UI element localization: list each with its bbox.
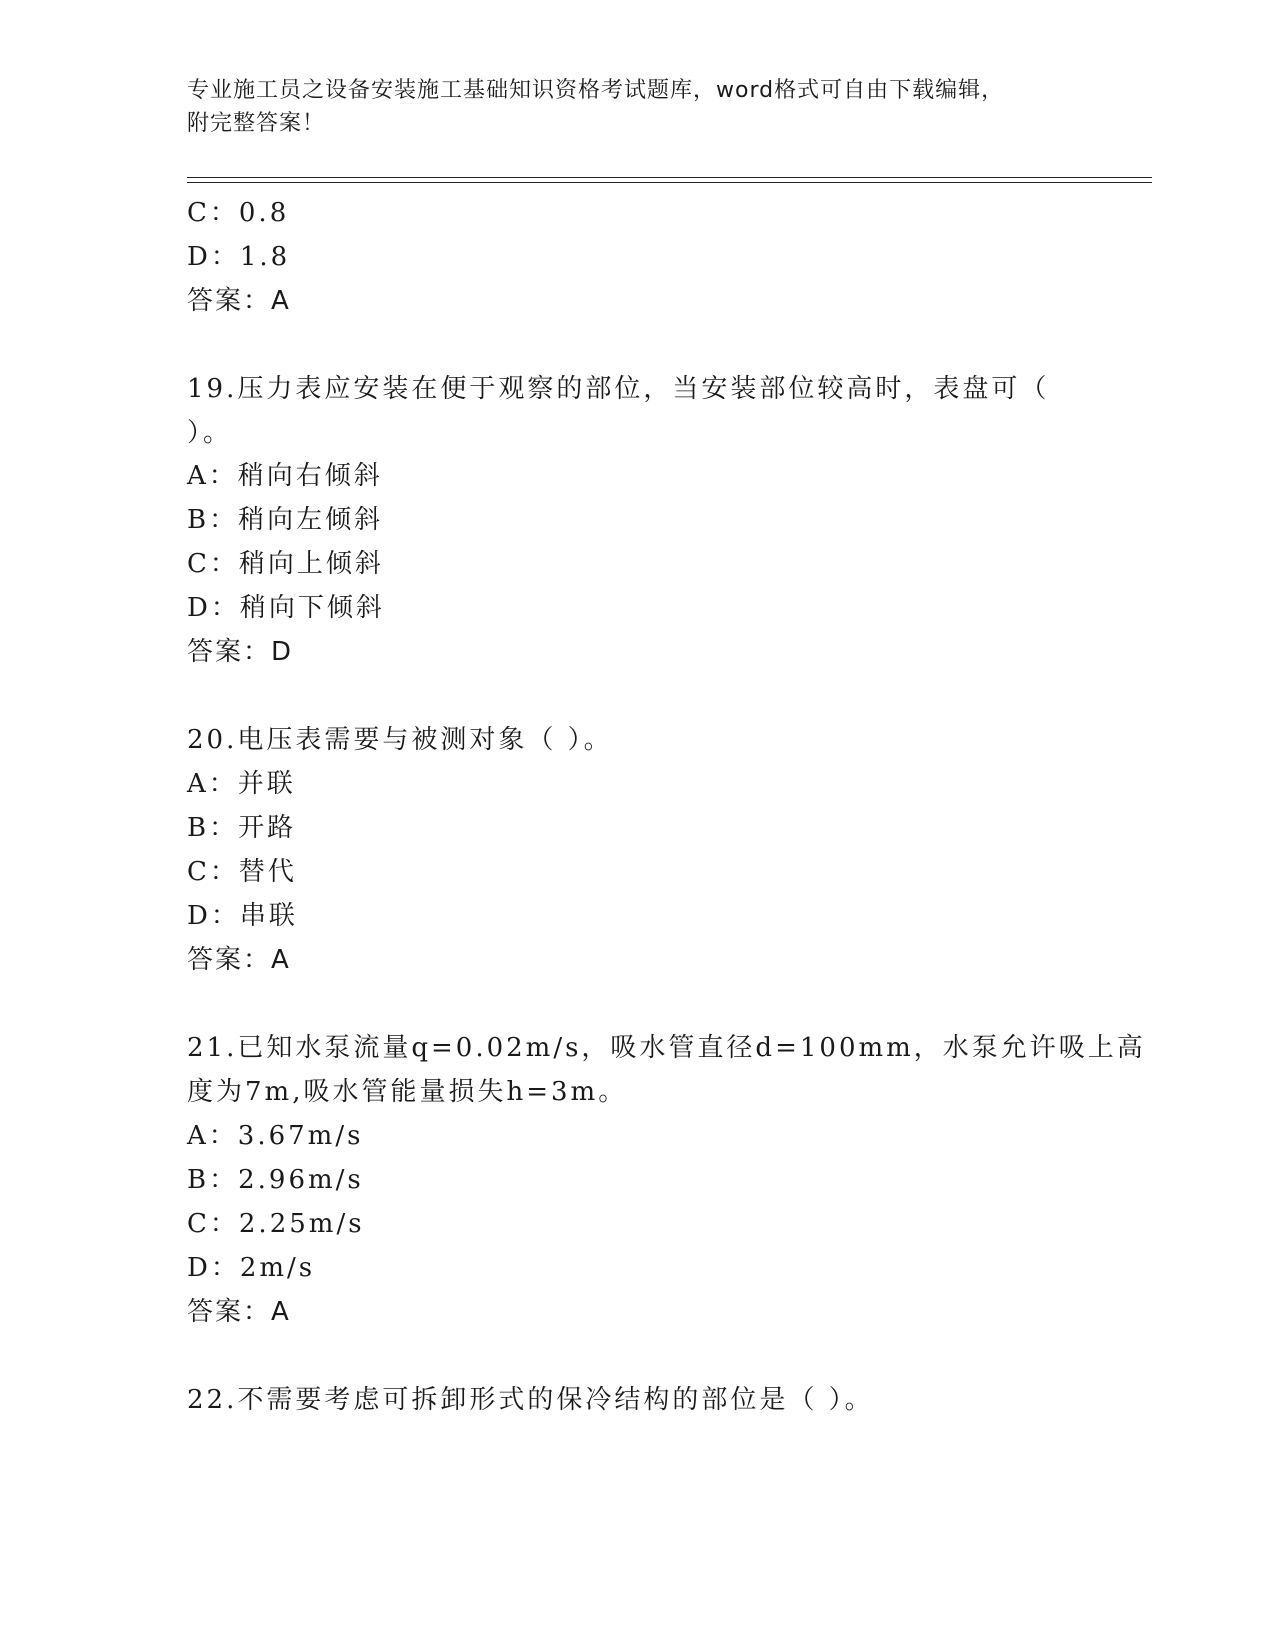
header-divider-top: [187, 177, 1152, 178]
question-19-answer: [187, 631, 292, 668]
answer-value: A: [271, 1297, 290, 1327]
answer-value: A: [271, 286, 290, 316]
question-20-stem: 20.电压表需要与被测对象（ ）。: [187, 725, 613, 755]
answer-value: D: [271, 637, 293, 667]
question-19-option-b: B：稍向左倾斜: [187, 505, 384, 535]
question-21-answer: [187, 1291, 290, 1328]
question-19-stem-line-1: 19.压力表应安装在便于观察的部位，当安装部位较高时，表盘可（: [187, 374, 1050, 404]
question-19-stem-line-2: ）。: [187, 418, 233, 448]
question-21-stem-line-1: 21.已知水泵流量q=0.02m/s，吸水管直径d=100mm，水泵允许吸上高: [187, 1033, 1146, 1063]
question-20-option-b: B：开路: [187, 813, 297, 843]
answer: [187, 280, 290, 317]
question-21-option-d: D：2m/s: [187, 1253, 316, 1283]
question-19-option-d: D：稍向下倾斜: [187, 593, 385, 623]
answer-label: 答案：: [187, 286, 272, 316]
option-c: C：0.8: [187, 198, 290, 228]
question-20-option-d: D：串联: [187, 901, 298, 931]
answer-label: 答案：: [187, 1297, 272, 1327]
question-21-option-c: C：2.25m/s: [187, 1209, 365, 1239]
question-22-stem: 22.不需要考虑可拆卸形式的保冷结构的部位是（ ）。: [187, 1385, 874, 1415]
question-21-stem-line-2: 度为7m,吸水管能量损失h=3m。: [187, 1077, 628, 1107]
header-line-2: 附完整答案！: [187, 111, 326, 136]
question-19-option-a: A：稍向右倾斜: [187, 461, 383, 491]
question-19-option-c: C：稍向上倾斜: [187, 549, 384, 579]
question-20-option-c: C：替代: [187, 857, 297, 887]
header-divider-bottom: [187, 182, 1152, 183]
option-d: D：1.8: [187, 242, 291, 272]
header-line-1: 专业施工员之设备安装施工基础知识资格考试题库，word格式可自由下载编辑，: [187, 78, 1005, 103]
answer-label: 答案：: [187, 637, 272, 667]
answer-label: 答案：: [187, 945, 272, 975]
question-20-answer: [187, 939, 290, 976]
answer-value: A: [271, 945, 290, 975]
document-header: [187, 74, 1067, 140]
question-20-option-a: A：并联: [187, 769, 296, 799]
question-21-option-a: A：3.67m/s: [187, 1121, 364, 1151]
question-21-option-b: B：2.96m/s: [187, 1165, 364, 1195]
